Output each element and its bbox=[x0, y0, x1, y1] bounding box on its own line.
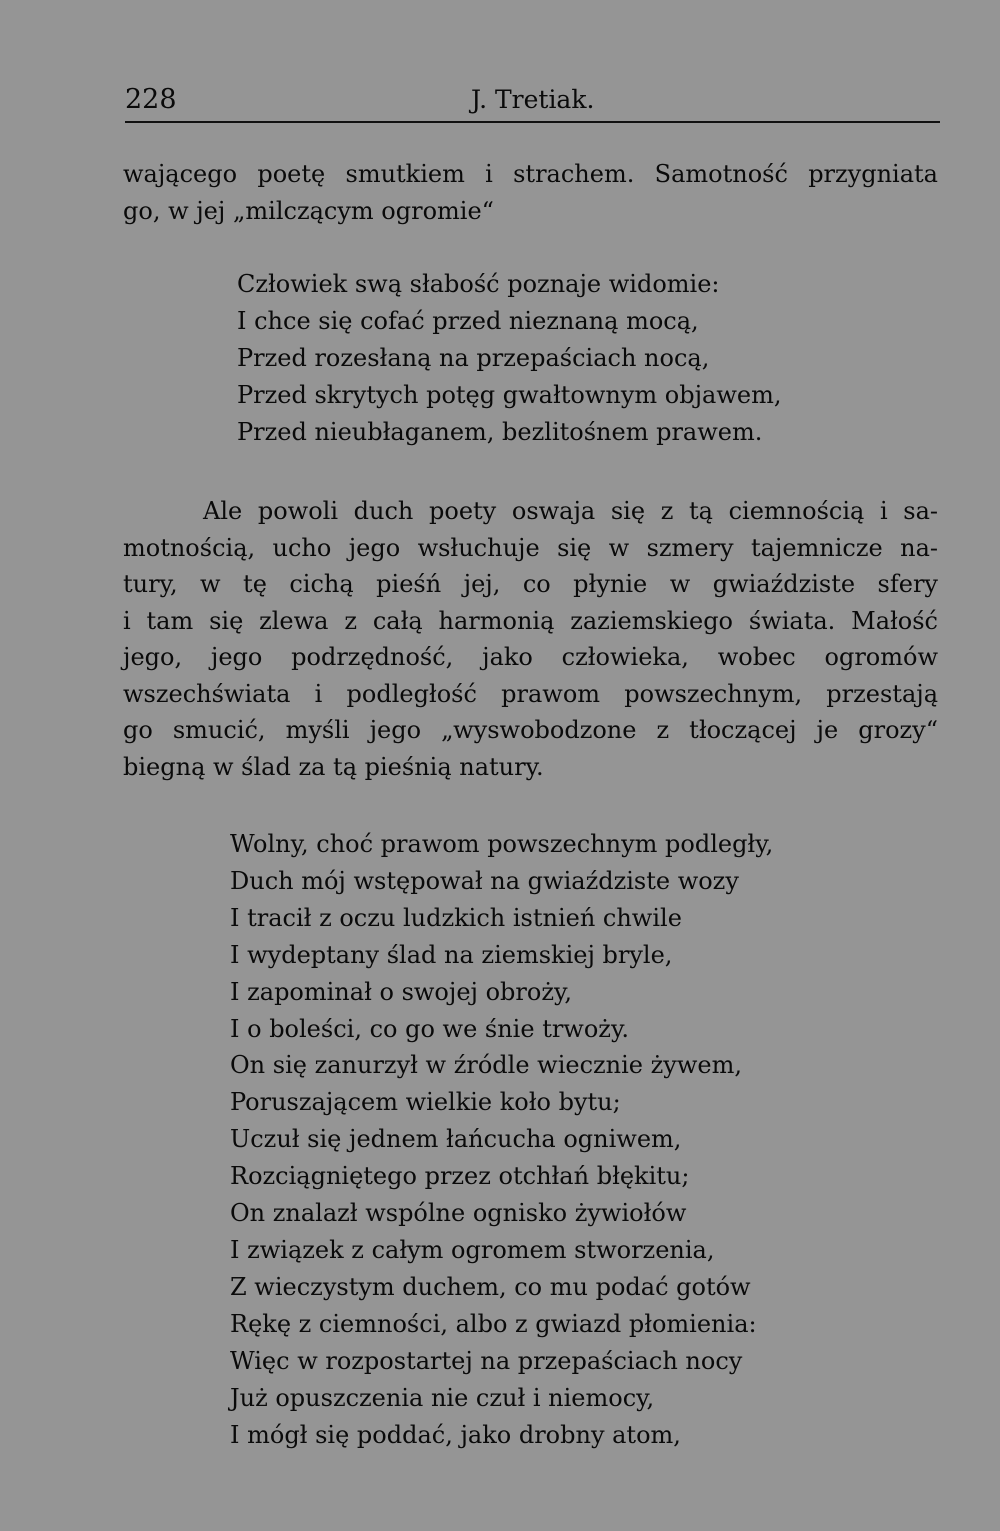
text-line: wającego poetę smutkiem i strachem. Samotność przygniata bbox=[123, 160, 938, 188]
text-line: jego, jego podrzędność, jako człowieka, wobec ogromów bbox=[123, 643, 938, 671]
text-line: go smucić, myśli jego „wyswobodzone z tłoczącej je grozy“ bbox=[123, 716, 938, 744]
verse-line: I wydeptany ślad na ziemskiej bryle, bbox=[230, 940, 673, 969]
verse-line: Człowiek swą słabość poznaje widomie: bbox=[237, 270, 720, 298]
page-header bbox=[125, 80, 940, 120]
verse-line: Poruszającem wielkie koło bytu; bbox=[230, 1088, 621, 1117]
text-line: Ale powoli duch poety oswaja się z tą ciemnością i sa- bbox=[203, 497, 938, 525]
running-head: J. Tretiak. bbox=[471, 85, 595, 114]
verse-line: I związek z całym ogromem stworzenia, bbox=[230, 1235, 715, 1264]
text-line: go, w jej „milczącym ogromie“ bbox=[123, 196, 494, 225]
header-rule bbox=[125, 121, 940, 123]
paragraph-1 bbox=[123, 156, 938, 229]
verse-line: Przed rozesłaną na przepaściach nocą, bbox=[237, 344, 710, 372]
verse-line: On znalazł wspólne ognisko żywiołów bbox=[230, 1199, 687, 1228]
verse-line: Duch mój wstępował na gwiaździste wozy bbox=[230, 866, 739, 895]
verse-line: I tracił z oczu ludzkich istnień chwile bbox=[230, 903, 682, 932]
verse-line: Już opuszczenia nie czuł i niemocy, bbox=[230, 1383, 655, 1412]
verse-line: Przed nieubłaganem, bezlitośnem prawem. bbox=[237, 418, 763, 446]
text-line: tury, w tę cichą pieśń jej, co płynie w gwiaździste sfery bbox=[123, 570, 938, 598]
verse-1 bbox=[237, 266, 857, 451]
verse-line: On się zanurzył w źródle wiecznie żywem, bbox=[230, 1051, 742, 1080]
paragraph-2 bbox=[123, 493, 938, 785]
text-line: motnością, ucho jego wsłuchuje się w szmery tajemnicze na- bbox=[123, 533, 938, 562]
verse-line: Więc w rozpostartej na przepaściach nocy bbox=[230, 1346, 743, 1375]
verse-line: I o boleści, co go we śnie trwoży. bbox=[230, 1014, 629, 1043]
page-number: 228 bbox=[125, 84, 177, 115]
verse-line: Rozciągniętego przez otchłań błękitu; bbox=[230, 1162, 690, 1191]
verse-line: Przed skrytych potęg gwałtownym objawem, bbox=[237, 381, 782, 409]
verse-line: Z wieczystym duchem, co mu podać gotów bbox=[230, 1272, 751, 1301]
verse-line: I mógł się poddać, jako drobny atom, bbox=[230, 1420, 681, 1449]
text-line: wszechświata i podległość prawom powszechnym, przestają bbox=[123, 679, 938, 708]
verse-2 bbox=[230, 826, 870, 1453]
verse-line: I chce się cofać przed nieznaną mocą, bbox=[237, 307, 699, 335]
text-line: i tam się zlewa z całą harmonią zaziemskiego świata. Małość bbox=[123, 606, 938, 635]
verse-line: Uczuł się jednem łańcucha ogniwem, bbox=[230, 1125, 682, 1154]
verse-line: I zapominał o swojej obroży, bbox=[230, 977, 572, 1006]
verse-line: Wolny, choć prawom powszechnym podległy, bbox=[230, 830, 774, 858]
verse-line: Rękę z ciemności, albo z gwiazd płomienia: bbox=[230, 1309, 757, 1338]
text-line: biegną w ślad za tą pieśnią natury. bbox=[123, 752, 544, 781]
